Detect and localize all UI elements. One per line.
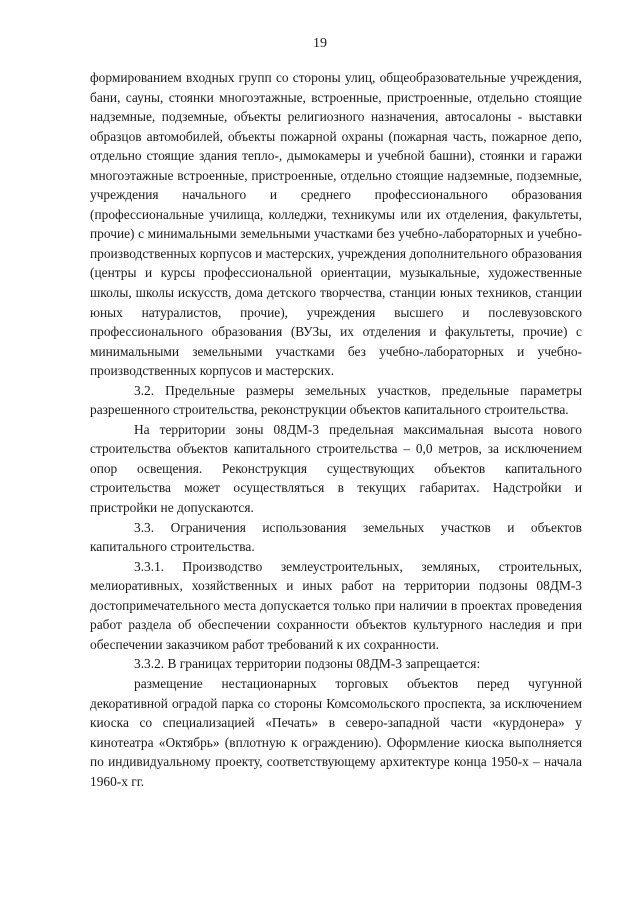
paragraph-permitted-uses-continued: формированием входных групп со стороны улиц, общеобразовательные учреждения, бани, сауны, стоянки многоэтажные, встроенные, пристроенные, отдельно стоящие надземные, подземные, объекты религиозного назначения, автосалоны - выставки образцов автомобилей, объекты пожарной охраны (пожарная часть, пожарное депо, отдельно стоящие здания тепло-, дымокамеры и учебной башни), стоянки и гаражи многоэтажные встроенные, пристроенные, отдельно стоящие надземные, подземные, учреждения начального и среднего профессионального образования (профессиональные училища, колледжи, техникумы или их отделения, факультеты, прочие) с минимальными земельными участками без учебно-лабораторных и учебно-производственных корпусов и мастерских, учреждения дополнительного образования (центры и курсы профессиональной ориентации, музыкальные, художественные школы, школы искусств, дома детского творчества, станции юных техников, станции юных натуралистов, прочие), учреждения высшего и послевузовского профессионального образования (ВУЗы, их отделения и факультеты, прочие) с минимальными земельными участками без учебно-лабораторных и учебно-производственных корпусов и мастерских. <box>90 70 582 379</box>
paragraph-kiosk-restriction: размещение нестационарных торговых объектов перед чугунной декоративной оградой парка со стороны Комсомольского проспекта, за исключением киоска со специализацией «Печать» в северо-западной части «курдонера» у кинотеатра «Октябрь» (вплотную к ограждению). Оформление киоска выполняется по индивидуальному проекту, соответствующему архитектуре конца 1950-х – начала 1960-х гг. <box>90 675 582 789</box>
paragraph-section-3-3-1: 3.3.1. Производство землеустроительных, земляных, строительных, мелиоративных, хозяйственных и иных работ на территории подзоны 08ДМ-3 достопримечательного места допускается только при наличии в проектах проведения работ раздела об обеспечении сохранности объектов культурного наследия и при обеспечении заказчиком работ требований к их сохранности. <box>90 558 582 652</box>
paragraph-section-3-2-heading: 3.2. Предельные размеры земельных участков, предельные параметры разрешенного строительства, реконструкции объектов капитального строительства. <box>90 382 582 418</box>
body-text <box>90 68 582 791</box>
paragraph-height-limit: На территории зоны 08ДМ-3 предельная максимальная высота нового строительства объектов капитального строительства – 0,0 метров, за исключением опор освещения. Реконструкция существующих объектов капитального строительства может осуществляться в текущих габаритах. Надстройки и пристройки не допускаются. <box>90 421 582 516</box>
page-number: 19 <box>313 36 327 51</box>
paragraph-section-3-3-2: 3.3.2. В границах территории подзоны 08ДМ-3 запрещается: <box>134 656 481 672</box>
paragraph-section-3-3-heading: 3.3. Ограничения использования земельных участков и объектов капитального строительства. <box>90 519 582 555</box>
